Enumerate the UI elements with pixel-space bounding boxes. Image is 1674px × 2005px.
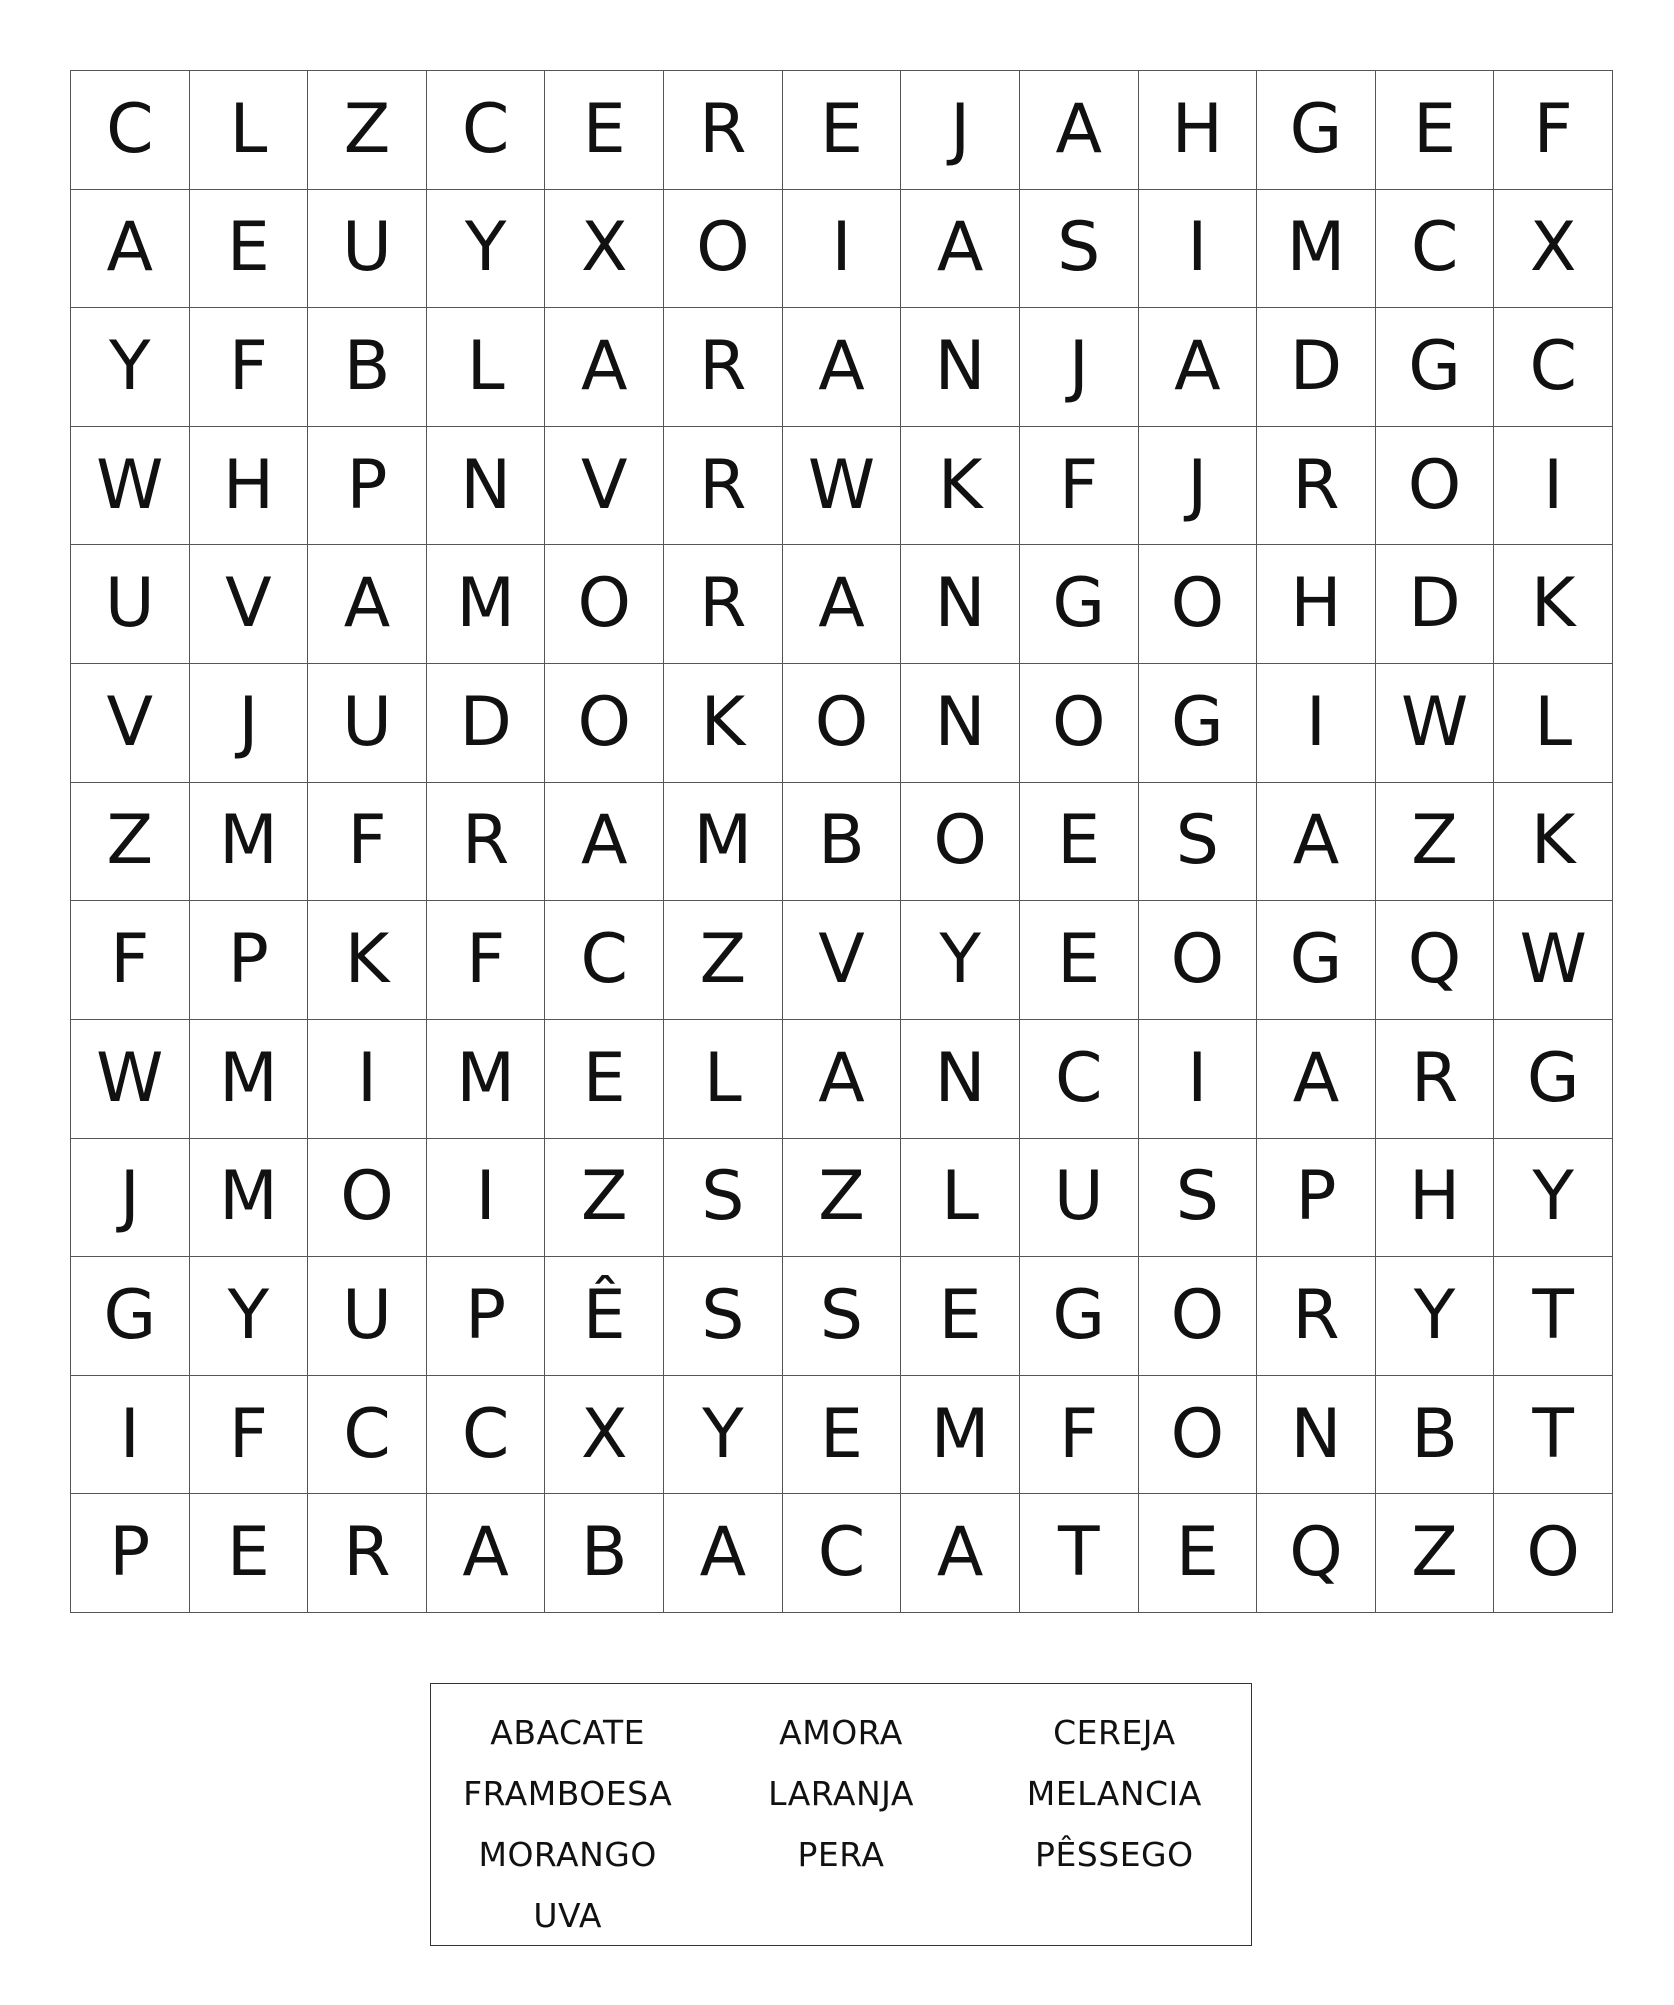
grid-cell[interactable]: E	[1139, 1494, 1258, 1613]
grid-cell[interactable]: R	[1257, 1257, 1376, 1376]
grid-cell[interactable]: F	[190, 308, 309, 427]
grid-cell[interactable]: O	[664, 190, 783, 309]
grid-cell[interactable]: J	[71, 1139, 190, 1258]
grid-cell[interactable]: Z	[1376, 783, 1495, 902]
grid-cell[interactable]: I	[783, 190, 902, 309]
grid-cell[interactable]: Y	[664, 1376, 783, 1495]
grid-cell[interactable]: V	[783, 901, 902, 1020]
grid-cell[interactable]: J	[1020, 308, 1139, 427]
grid-cell[interactable]: G	[1376, 308, 1495, 427]
grid-cell[interactable]: A	[783, 308, 902, 427]
grid-cell[interactable]: S	[1020, 190, 1139, 309]
grid-cell[interactable]: E	[1020, 901, 1139, 1020]
grid-cell[interactable]: U	[308, 1257, 427, 1376]
grid-cell[interactable]: A	[783, 1020, 902, 1139]
grid-cell[interactable]: L	[427, 308, 546, 427]
grid-cell[interactable]: T	[1494, 1257, 1613, 1376]
grid-cell[interactable]: E	[783, 71, 902, 190]
grid-cell[interactable]: D	[427, 664, 546, 783]
grid-cell[interactable]: R	[664, 545, 783, 664]
grid-cell[interactable]: B	[308, 308, 427, 427]
grid-cell[interactable]: O	[1139, 1257, 1258, 1376]
grid-cell[interactable]: E	[190, 1494, 309, 1613]
grid-cell[interactable]: A	[545, 308, 664, 427]
grid-cell[interactable]: R	[427, 783, 546, 902]
grid-cell[interactable]: Z	[1376, 1494, 1495, 1613]
grid-cell[interactable]: A	[664, 1494, 783, 1613]
grid-cell[interactable]: O	[1139, 545, 1258, 664]
grid-cell[interactable]: E	[901, 1257, 1020, 1376]
grid-cell[interactable]: C	[1376, 190, 1495, 309]
grid-cell[interactable]: P	[190, 901, 309, 1020]
grid-cell[interactable]: P	[71, 1494, 190, 1613]
grid-cell[interactable]: Y	[901, 901, 1020, 1020]
grid-cell[interactable]: C	[1494, 308, 1613, 427]
grid-cell[interactable]: M	[190, 1020, 309, 1139]
grid-cell[interactable]: A	[901, 190, 1020, 309]
grid-cell[interactable]: L	[901, 1139, 1020, 1258]
grid-cell[interactable]: X	[1494, 190, 1613, 309]
grid-cell[interactable]: N	[901, 308, 1020, 427]
grid-cell[interactable]: G	[1494, 1020, 1613, 1139]
grid-cell[interactable]: E	[545, 1020, 664, 1139]
grid-cell[interactable]: G	[1139, 664, 1258, 783]
grid-cell[interactable]: P	[308, 427, 427, 546]
grid-cell[interactable]: O	[1494, 1494, 1613, 1613]
grid-cell[interactable]: A	[1257, 1020, 1376, 1139]
grid-cell[interactable]: O	[1139, 901, 1258, 1020]
grid-cell[interactable]: A	[427, 1494, 546, 1613]
grid-cell[interactable]: F	[427, 901, 546, 1020]
grid-cell[interactable]: H	[1139, 71, 1258, 190]
grid-cell[interactable]: A	[1257, 783, 1376, 902]
grid-cell[interactable]: F	[1020, 1376, 1139, 1495]
grid-cell[interactable]: I	[1139, 190, 1258, 309]
grid-cell[interactable]: E	[783, 1376, 902, 1495]
grid-cell[interactable]: I	[71, 1376, 190, 1495]
grid-cell[interactable]: M	[1257, 190, 1376, 309]
grid-cell[interactable]: E	[1376, 71, 1495, 190]
grid-cell[interactable]: O	[545, 664, 664, 783]
grid-cell[interactable]: Y	[427, 190, 546, 309]
word-list-item: MELANCIA	[1026, 1774, 1202, 1813]
grid-cell[interactable]: K	[1494, 783, 1613, 902]
grid-cell[interactable]: S	[664, 1257, 783, 1376]
grid-cell[interactable]: A	[545, 783, 664, 902]
grid-cell[interactable]: Y	[190, 1257, 309, 1376]
grid-cell[interactable]: O	[1376, 427, 1495, 546]
grid-cell[interactable]: S	[1139, 783, 1258, 902]
grid-cell[interactable]: S	[1139, 1139, 1258, 1258]
word-list-item: FRAMBOESA	[463, 1774, 673, 1813]
grid-cell[interactable]: E	[545, 71, 664, 190]
grid-cell[interactable]: F	[190, 1376, 309, 1495]
grid-cell[interactable]: K	[308, 901, 427, 1020]
grid-cell[interactable]: O	[1139, 1376, 1258, 1495]
grid-cell[interactable]: R	[308, 1494, 427, 1613]
grid-cell[interactable]: R	[664, 71, 783, 190]
grid-cell[interactable]: W	[1494, 901, 1613, 1020]
grid-cell[interactable]: N	[427, 427, 546, 546]
grid-cell[interactable]: C	[427, 1376, 546, 1495]
grid-cell[interactable]: O	[1020, 664, 1139, 783]
grid-cell[interactable]: Y	[71, 308, 190, 427]
grid-cell[interactable]: Q	[1376, 901, 1495, 1020]
grid-cell[interactable]: N	[901, 664, 1020, 783]
grid-cell[interactable]: R	[1376, 1020, 1495, 1139]
grid-cell[interactable]: Ê	[545, 1257, 664, 1376]
grid-cell[interactable]: O	[308, 1139, 427, 1258]
grid-cell[interactable]: A	[71, 190, 190, 309]
grid-cell[interactable]: Z	[664, 901, 783, 1020]
grid-cell[interactable]: R	[664, 308, 783, 427]
grid-cell[interactable]: U	[308, 190, 427, 309]
grid-cell[interactable]: X	[545, 190, 664, 309]
grid-cell[interactable]: R	[1257, 427, 1376, 546]
grid-cell[interactable]: Z	[783, 1139, 902, 1258]
grid-cell[interactable]: Q	[1257, 1494, 1376, 1613]
grid-cell[interactable]: F	[1020, 427, 1139, 546]
grid-cell[interactable]: W	[783, 427, 902, 546]
grid-cell[interactable]: S	[664, 1139, 783, 1258]
grid-cell[interactable]: H	[1257, 545, 1376, 664]
grid-cell[interactable]: C	[545, 901, 664, 1020]
grid-cell[interactable]: H	[190, 427, 309, 546]
grid-cell[interactable]: M	[427, 545, 546, 664]
grid-cell[interactable]: W	[1376, 664, 1495, 783]
word-bank	[430, 1683, 1252, 1946]
grid-cell[interactable]: A	[308, 545, 427, 664]
grid-cell[interactable]: G	[1257, 71, 1376, 190]
grid-cell[interactable]: C	[783, 1494, 902, 1613]
grid-cell[interactable]: P	[1257, 1139, 1376, 1258]
grid-cell[interactable]: D	[1376, 545, 1495, 664]
grid-cell[interactable]: N	[901, 1020, 1020, 1139]
grid-cell[interactable]: I	[1257, 664, 1376, 783]
grid-cell[interactable]: C	[1020, 1020, 1139, 1139]
grid-cell[interactable]: C	[71, 71, 190, 190]
grid-cell[interactable]: C	[308, 1376, 427, 1495]
grid-cell[interactable]: A	[1139, 308, 1258, 427]
word-list-item: ABACATE	[490, 1713, 646, 1752]
grid-cell[interactable]: U	[71, 545, 190, 664]
word-list-item: UVA	[533, 1896, 603, 1935]
grid-cell[interactable]: J	[190, 664, 309, 783]
grid-cell[interactable]: N	[1257, 1376, 1376, 1495]
grid-cell[interactable]: X	[545, 1376, 664, 1495]
grid-cell[interactable]: G	[71, 1257, 190, 1376]
grid-cell[interactable]: B	[545, 1494, 664, 1613]
grid-cell[interactable]: Z	[545, 1139, 664, 1258]
grid-cell[interactable]: U	[1020, 1139, 1139, 1258]
grid-cell[interactable]: E	[1020, 783, 1139, 902]
word-list-item: LARANJA	[768, 1774, 914, 1813]
grid-cell[interactable]: E	[190, 190, 309, 309]
word-list-item: PERA	[797, 1835, 885, 1874]
grid-cell[interactable]: M	[901, 1376, 1020, 1495]
grid-cell[interactable]: L	[1494, 664, 1613, 783]
grid-cell[interactable]: M	[427, 1020, 546, 1139]
grid-cell[interactable]: A	[901, 1494, 1020, 1613]
grid-cell[interactable]: B	[783, 783, 902, 902]
grid-cell[interactable]: L	[664, 1020, 783, 1139]
grid-cell[interactable]: M	[190, 783, 309, 902]
grid-cell[interactable]: D	[1257, 308, 1376, 427]
grid-cell[interactable]: I	[1139, 1020, 1258, 1139]
grid-cell[interactable]: A	[783, 545, 902, 664]
grid-cell[interactable]: F	[71, 901, 190, 1020]
grid-cell[interactable]: I	[308, 1020, 427, 1139]
grid-cell[interactable]: Z	[308, 71, 427, 190]
grid-cell[interactable]: I	[427, 1139, 546, 1258]
grid-cell[interactable]: I	[1494, 427, 1613, 546]
grid-cell[interactable]: W	[71, 1020, 190, 1139]
grid-cell[interactable]: O	[901, 783, 1020, 902]
grid-cell[interactable]: O	[783, 664, 902, 783]
word-list-item: MORANGO	[478, 1835, 657, 1874]
grid-cell[interactable]: K	[901, 427, 1020, 546]
letter-grid	[70, 70, 1613, 1613]
grid-cell[interactable]: R	[664, 427, 783, 546]
grid-cell[interactable]: N	[901, 545, 1020, 664]
grid-cell[interactable]: M	[664, 783, 783, 902]
word-list-item: CEREJA	[1053, 1713, 1176, 1752]
grid-cell[interactable]: S	[783, 1257, 902, 1376]
grid-cell[interactable]: H	[1376, 1139, 1495, 1258]
grid-cell[interactable]: W	[71, 427, 190, 546]
grid-cell[interactable]: K	[664, 664, 783, 783]
grid-cell[interactable]: Y	[1376, 1257, 1495, 1376]
word-list	[431, 1702, 1251, 1946]
grid-cell[interactable]: V	[190, 545, 309, 664]
grid-cell[interactable]: Y	[1494, 1139, 1613, 1258]
grid-cell[interactable]: J	[901, 71, 1020, 190]
grid-cell[interactable]: T	[1494, 1376, 1613, 1495]
grid-cell[interactable]: T	[1020, 1494, 1139, 1613]
grid-cell[interactable]: G	[1020, 1257, 1139, 1376]
grid-cell[interactable]: G	[1257, 901, 1376, 1020]
grid-cell[interactable]: F	[1494, 71, 1613, 190]
grid-cell[interactable]: V	[71, 664, 190, 783]
grid-cell[interactable]: F	[308, 783, 427, 902]
grid-cell[interactable]: K	[1494, 545, 1613, 664]
grid-cell[interactable]: Z	[71, 783, 190, 902]
grid-cell[interactable]: U	[308, 664, 427, 783]
grid-cell[interactable]: C	[427, 71, 546, 190]
grid-cell[interactable]: L	[190, 71, 309, 190]
grid-cell[interactable]: P	[427, 1257, 546, 1376]
grid-cell[interactable]: V	[545, 427, 664, 546]
grid-cell[interactable]: A	[1020, 71, 1139, 190]
grid-cell[interactable]: M	[190, 1139, 309, 1258]
grid-cell[interactable]: G	[1020, 545, 1139, 664]
grid-cell[interactable]: B	[1376, 1376, 1495, 1495]
grid-cell[interactable]: J	[1139, 427, 1258, 546]
word-list-item: PÊSSEGO	[1035, 1835, 1194, 1874]
grid-cell[interactable]: O	[545, 545, 664, 664]
word-list-item: AMORA	[779, 1713, 903, 1752]
